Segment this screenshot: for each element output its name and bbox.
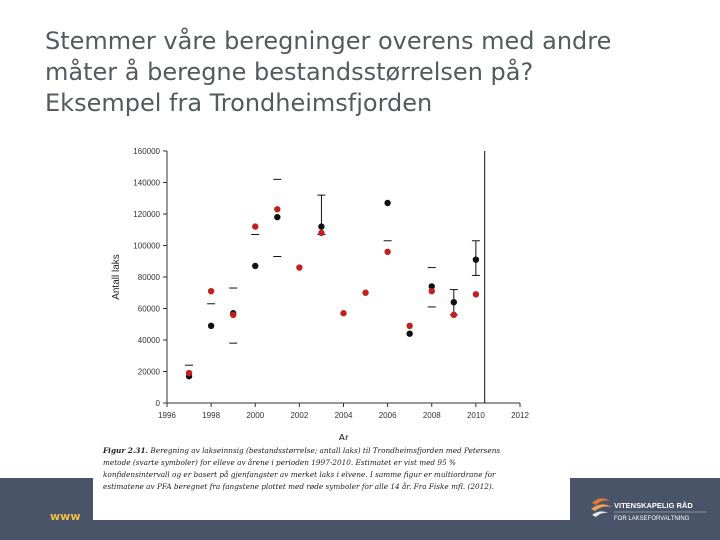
fish-wave-logo-icon: [591, 498, 612, 517]
y-tick-label: 60000: [137, 304, 160, 314]
black-point: [252, 263, 258, 269]
red-point: [429, 288, 435, 294]
organization-logo: [588, 493, 718, 529]
black-point: [406, 331, 412, 337]
black-point: [473, 256, 479, 262]
red-point: [230, 312, 236, 318]
black-point: [384, 200, 390, 206]
y-tick-label: 20000: [137, 367, 160, 377]
red-point: [186, 370, 192, 376]
red-point: [340, 310, 346, 316]
black-point: [274, 214, 280, 220]
figure-card: [93, 140, 570, 520]
x-tick-label: 2008: [422, 411, 441, 420]
x-tick-label: 2002: [290, 411, 309, 420]
logo-line1: VITENSKAPELIG RÅD: [614, 501, 693, 510]
x-tick-label: 2012: [511, 411, 529, 420]
footer-url[interactable]: www: [50, 510, 81, 523]
caption-line-2: metode (svarte symboler) for elleve av årene i perioden 1997-2010. Estimatet er vist med 95 %: [103, 458, 456, 467]
red-point: [296, 264, 302, 270]
x-axis-label: Ar: [338, 433, 349, 440]
x-tick-label: 2010: [466, 411, 485, 420]
y-tick-label: 140000: [133, 178, 160, 188]
data-points: [186, 200, 479, 380]
red-point: [473, 291, 479, 297]
x-tick-label: 1998: [202, 411, 221, 420]
slide-title: [45, 26, 705, 119]
red-point: [318, 230, 324, 236]
x-tick-label: 2000: [246, 411, 265, 420]
title-line-3: Eksempel fra Trondheimsfjorden: [45, 89, 433, 118]
x-tick-label: 2004: [334, 411, 353, 420]
caption-line-3: konfidensintervall og er basert på gjenfangster av merket laks i elvene. I samme figur er multiordrane for: [103, 470, 496, 479]
black-point: [208, 323, 214, 329]
y-tick-label: 100000: [133, 241, 160, 251]
chart-axes: [133, 147, 529, 420]
y-tick-label: 80000: [137, 273, 160, 282]
red-point: [274, 206, 280, 212]
red-point: [362, 290, 368, 296]
title-line-2: måter å beregne bestandsstørrelsen på?: [45, 58, 534, 87]
red-point: [252, 223, 258, 229]
red-point: [451, 312, 457, 318]
caption-label: Figur 2.31.: [103, 446, 149, 455]
red-point: [406, 323, 412, 329]
x-tick-label: 2006: [378, 411, 397, 420]
caption-line-4: estimatene av PFA beregnet fra fangstene plottet med røde symboler for alle 14 år. Fra Fiske mfl. (2012).: [103, 482, 495, 491]
caption-line-1: Beregning av lakseinnsig (bestandsstørrelse; antall laks) til Trondheimsfjorden med Petersens: [150, 446, 501, 455]
x-tick-label: 1996: [158, 411, 176, 420]
red-point: [208, 288, 214, 294]
title-line-1: Stemmer våre beregninger overens med andre: [45, 27, 612, 56]
figure-caption: [103, 445, 558, 493]
red-point: [384, 249, 390, 255]
black-point: [451, 299, 457, 305]
y-tick-label: 160000: [133, 147, 160, 156]
y-tick-label: 120000: [133, 210, 160, 219]
scatter-chart: [93, 140, 570, 440]
y-axis-label: Antall laks: [111, 254, 122, 300]
y-tick-label: 0: [155, 399, 160, 408]
y-tick-label: 40000: [137, 336, 160, 345]
logo-line2: FOR LAKSEFORVALTNING: [614, 516, 690, 522]
confidence-intervals: [185, 179, 480, 365]
black-point: [318, 223, 324, 229]
